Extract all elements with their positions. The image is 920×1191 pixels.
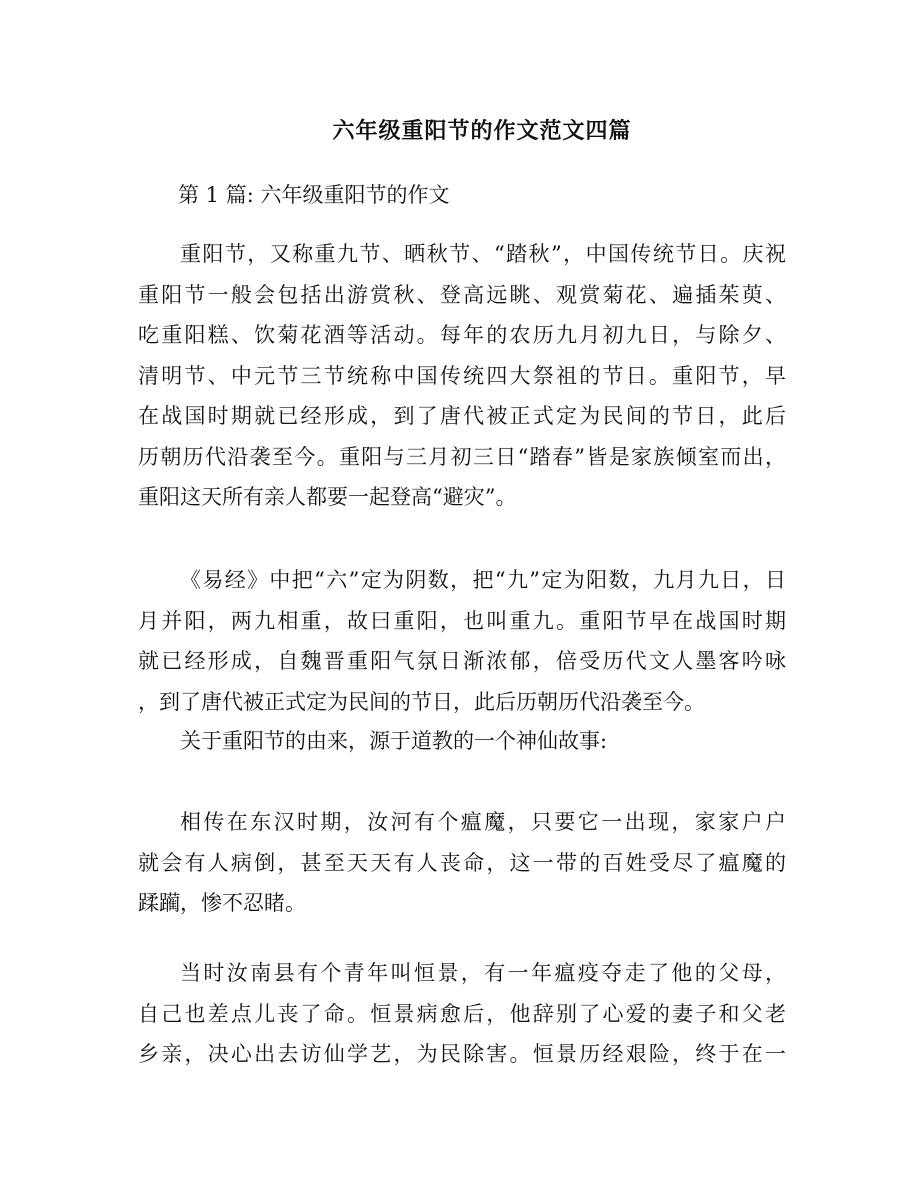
text-line: 吃重阳糕、饮菊花酒等活动。每年的农历九月初九日，与除夕、	[138, 323, 786, 347]
paragraph-5	[138, 953, 786, 1075]
text-line: ，到了唐代被正式定为民间的节日，此后历朝历代沿袭至今。	[138, 689, 705, 714]
text-line: 就会有人病倒，甚至天天有人丧命，这一带的百姓受尽了瘟魔的	[138, 850, 786, 875]
paragraph-2	[138, 560, 786, 722]
text-line: 关于重阳节的由来，源于道教的一个神仙故事:	[180, 729, 608, 753]
text-line: 清明节、中元节三节统称中国传统四大祭祖的节日。重阳节，早	[138, 363, 786, 388]
section-heading: 第 1 篇: 六年级重阳节的作文	[178, 183, 450, 207]
text-line: 相传在东汉时期，汝河有个瘟魔，只要它一出现，家家户户	[180, 810, 786, 834]
text-line: 《易经》中把“六”定为阴数，把“九”定为阳数，九月九日，日	[180, 568, 786, 592]
text-line: 重阳节一般会包括出游赏秋、登高远眺、观赏菊花、遍插茱萸、	[138, 282, 786, 307]
text-line: 就已经形成，自魏晋重阳气氛日渐浓郁，倍受历代文人墨客吟咏	[138, 649, 786, 673]
text-line: 乡亲，决心出去访仙学艺，为民除害。恒景历经艰险，终于在一	[138, 1042, 786, 1066]
text-line: 历朝历代沿袭至今。重阳与三月初三日“踏春”皆是家族倾室而出，	[138, 444, 786, 469]
paragraph-1	[138, 234, 786, 518]
text-line: 自己也差点儿丧了命。恒景病愈后，他辞别了心爱的妻子和父老	[138, 1001, 786, 1026]
text-line: 重阳节，又称重九节、晒秋节、“踏秋”，中国传统节日。庆祝	[180, 242, 786, 266]
text-line: 蹂躏，惨不忍睹。	[138, 891, 306, 915]
text-line: 当时汝南县有个青年叫恒景，有一年瘟疫夺走了他的父母，	[180, 961, 786, 985]
text-line: 重阳这天所有亲人都要一起登高“避灾”。	[138, 485, 517, 509]
text-line: 在战国时期就已经形成，到了唐代被正式定为民间的节日，此后	[138, 404, 786, 428]
text-line: 月并阳，两九相重，故曰重阳，也叫重九。重阳节早在战国时期	[138, 608, 786, 633]
document-title: 六年级重阳节的作文范文四篇	[332, 118, 632, 144]
paragraph-4	[138, 802, 786, 924]
paragraph-3	[138, 721, 786, 762]
